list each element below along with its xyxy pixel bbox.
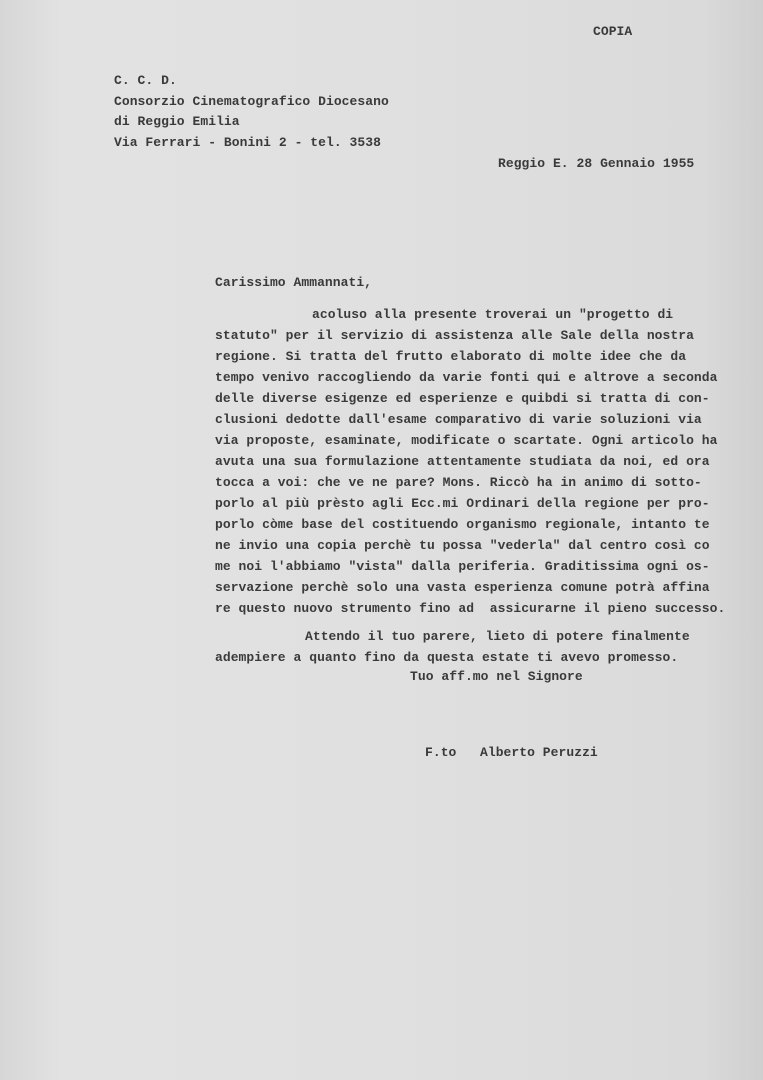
body-line: avuta una sua formulazione attentamente studiata da noi, ed ora (215, 454, 710, 469)
sender-line: Consorzio Cinematografico Diocesano (114, 94, 389, 109)
salutation: Carissimo Ammannati, (215, 275, 373, 290)
body-line: porlo al più prèsto agli Ecc.mi Ordinari della regione per pro- (215, 496, 710, 511)
sender-line: C. C. D. (114, 73, 177, 88)
signature-prefix: F.to (425, 745, 457, 760)
signature-name: Alberto Peruzzi (480, 745, 598, 760)
letter-date: Reggio E. 28 Gennaio 1955 (498, 156, 695, 171)
body-line: tempo venivo raccogliendo da varie fonti qui e altrove a seconda (215, 370, 718, 385)
body-line: regione. Si tratta del frutto elaborato di molte idee che da (215, 349, 687, 364)
body-line: via proposte, esaminate, modificate o scartate. Ogni articolo ha (215, 433, 718, 448)
body-line: ne invio una copia perchè tu possa "vederla" dal centro così co (215, 538, 710, 553)
closing-line: adempiere a quanto fino da questa estate ti avevo promesso. (215, 650, 679, 665)
sender-line: di Reggio Emilia (114, 114, 240, 129)
body-line: acoluso alla presente troverai un "progetto di (312, 307, 674, 322)
closing-line: Attendo il tuo parere, lieto di potere finalmente (305, 629, 690, 644)
closing-line: Tuo aff.mo nel Signore (410, 669, 583, 684)
body-line: statuto" per il servizio di assistenza alle Sale della nostra (215, 328, 694, 343)
body-line: me noi l'abbiamo "vista" dalla periferia. Graditissima ogni os- (215, 559, 710, 574)
body-line: clusioni dedotte dall'esame comparativo di varie soluzioni via (215, 412, 702, 427)
body-line: servazione perchè solo una vasta esperienza comune potrà affina (215, 580, 710, 595)
sender-line: Via Ferrari - Bonini 2 - tel. 3538 (114, 135, 381, 150)
body-line: delle diverse esigenze ed esperienze e quibdi si tratta di con- (215, 391, 710, 406)
body-line: tocca a voi: che ve ne pare? Mons. Riccò ha in animo di sotto- (215, 475, 702, 490)
body-line: re questo nuovo strumento fino ad assicurarne il pieno successo. (215, 601, 726, 616)
copy-mark: COPIA (593, 24, 633, 39)
body-line: porlo còme base del costituendo organismo regionale, intanto te (215, 517, 710, 532)
